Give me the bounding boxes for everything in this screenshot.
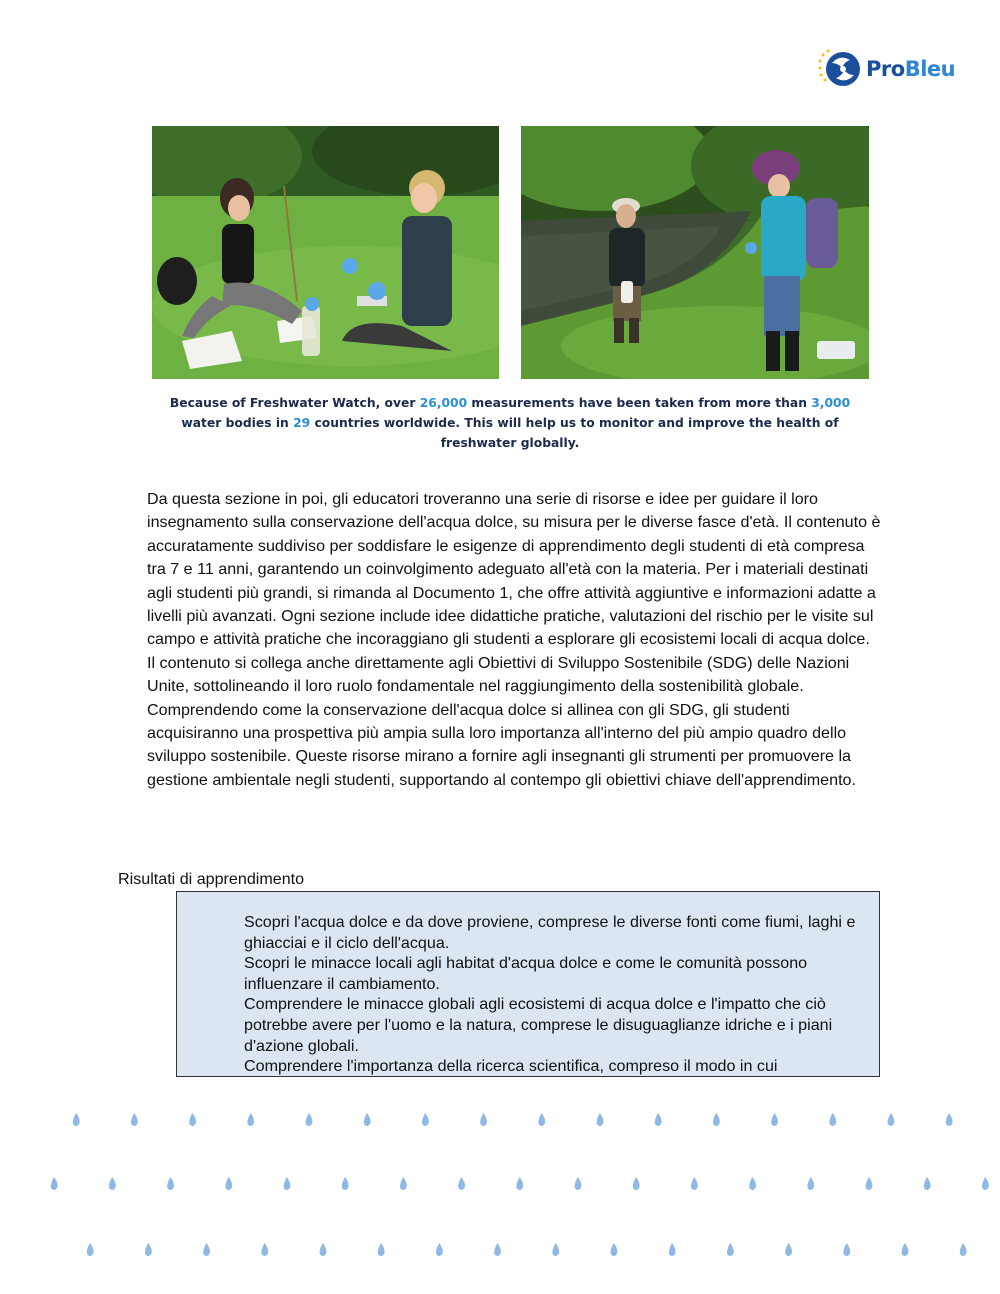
- droplet-icon: [829, 1113, 836, 1126]
- list-item: Comprendere l'importanza della ricerca scientifica, compreso il modo in cui: [244, 1057, 778, 1076]
- droplet-icon: [480, 1113, 487, 1126]
- caption-number-countries: 29: [293, 416, 311, 430]
- droplet-icon: [866, 1177, 873, 1190]
- droplet-icon: [771, 1113, 778, 1126]
- droplet-icon: [552, 1243, 559, 1256]
- caption-text: Because of Freshwater Watch, over: [169, 396, 420, 410]
- droplet-icon: [261, 1243, 268, 1256]
- droplet-icon: [633, 1177, 640, 1190]
- droplet-icon: [87, 1243, 94, 1256]
- droplet-icon: [785, 1243, 792, 1256]
- droplet-icon: [713, 1113, 720, 1126]
- caption-number-measurements: 26,000: [419, 396, 468, 410]
- droplet-icon: [575, 1177, 582, 1190]
- decorative-droplets: [0, 1100, 1000, 1280]
- droplet-icon: [378, 1243, 385, 1256]
- droplet-icon: [225, 1177, 232, 1190]
- section-heading: Risultati di apprendimento: [118, 870, 305, 888]
- probleu-emblem-icon: [816, 48, 862, 90]
- droplet-icon: [946, 1113, 953, 1126]
- droplet-icon: [422, 1113, 429, 1126]
- droplet-icon: [494, 1243, 501, 1256]
- droplet-icon: [888, 1113, 895, 1126]
- droplet-icon: [145, 1243, 152, 1256]
- list-item: Scopri le minacce locali agli habitat d'acqua dolce e come le comunità possono influenzare il cambiamento.: [244, 954, 808, 993]
- droplet-icon: [306, 1113, 313, 1126]
- droplet-icon: [364, 1113, 371, 1126]
- caption-text: measurements have been taken from more than: [467, 396, 812, 410]
- droplet-icon: [960, 1243, 967, 1256]
- photo-researchers-by-river: [521, 126, 869, 379]
- droplet-icon: [843, 1243, 850, 1256]
- list-item: Scopri l'acqua dolce e da dove proviene, comprese le diverse fonti come fiumi, laghi e ghiacciai e il ciclo dell'acqua.: [244, 913, 856, 952]
- droplet-icon: [400, 1177, 407, 1190]
- droplet-icon: [749, 1177, 756, 1190]
- droplet-icon: [167, 1177, 174, 1190]
- droplet-icon: [51, 1177, 58, 1190]
- droplet-icon: [436, 1243, 443, 1256]
- droplet-icon: [691, 1177, 698, 1190]
- learning-outcomes-list: [177, 892, 879, 1077]
- droplet-icon: [284, 1177, 291, 1190]
- droplet-icon: [73, 1113, 80, 1126]
- photo-caption: [160, 393, 860, 453]
- photo-educators-on-grass: [152, 126, 499, 379]
- logo-text-pro: Pro: [866, 57, 905, 81]
- probleu-logo: [816, 48, 955, 90]
- intro-paragraph: Da questa sezione in poi, gli educatori troveranno una serie di risorse e idee per guidare il loro insegnamento sulla conservazione dell'acqua dolce, su misura per le diverse fasce d'età. Il contenuto è accuratamente suddiviso per soddisfare le esigenze di apprendimento degli studenti di età compresa tra 7 e 11 anni, garantendo un coinvolgimento adeguato all'età con la materia. Per i materiali destinati agli studenti più grandi, si rimanda al Documento 1, che offre attività aggiuntive e informazioni adatte a livelli più avanzati. Ogni sezione include idee didattiche pratiche, valutazioni del rischio per le visite sul campo e attività pratiche che incoraggiano gli studenti a esplorare gli ecosistemi locali di acqua dolce. Il contenuto si collega anche direttamente agli Obiettivi di Sviluppo Sostenibile (SDG) delle Nazioni Unite, sottolineando il loro ruolo fondamentale nel raggiungimento della sostenibilità globale. Comprendendo come la conservazione dell'acqua dolce si allinea con gli SDG, gli studenti acquisiranno una prospettiva più ampia sulla loro importanza all'interno del più ampio quadro dello sviluppo sostenibile. Queste risorse mirano a fornire agli insegnanti gli strumenti per promuovere la gestione ambientale negli studenti, supportando al contempo gli obiettivi chiave dell'apprendimento.: [147, 490, 881, 789]
- droplet-icon: [109, 1177, 116, 1190]
- droplet-icon: [807, 1177, 814, 1190]
- droplet-icon: [924, 1177, 931, 1190]
- droplet-icon: [203, 1243, 210, 1256]
- droplet-icon: [342, 1177, 349, 1190]
- droplet-icon: [458, 1177, 465, 1190]
- droplet-icon: [611, 1243, 618, 1256]
- droplet-icon: [189, 1113, 196, 1126]
- droplet-icon: [320, 1243, 327, 1256]
- caption-number-water-bodies: 3,000: [811, 396, 851, 410]
- droplet-icon: [655, 1113, 662, 1126]
- droplet-icon: [902, 1243, 909, 1256]
- droplet-icon: [516, 1177, 523, 1190]
- droplet-icon: [131, 1113, 138, 1126]
- caption-text: countries worldwide. This will help us to monitor and improve the health of freshwater globally.: [310, 416, 839, 450]
- droplet-icon: [597, 1113, 604, 1126]
- droplet-icon: [538, 1113, 545, 1126]
- droplet-icon: [982, 1177, 989, 1190]
- logo-text-bleu: Bleu: [904, 57, 956, 81]
- droplet-icon: [727, 1243, 734, 1256]
- caption-text: water bodies in: [181, 416, 294, 430]
- learning-outcomes-box: [176, 891, 880, 1077]
- droplet-icon: [247, 1113, 254, 1126]
- droplet-icon: [669, 1243, 676, 1256]
- list-item: Comprendere le minacce globali agli ecosistemi di acqua dolce e l'impatto che ciò potrebbe avere per l'uomo e la natura, comprese le disuguaglianze idriche e i piani d'azione globali.: [244, 995, 833, 1055]
